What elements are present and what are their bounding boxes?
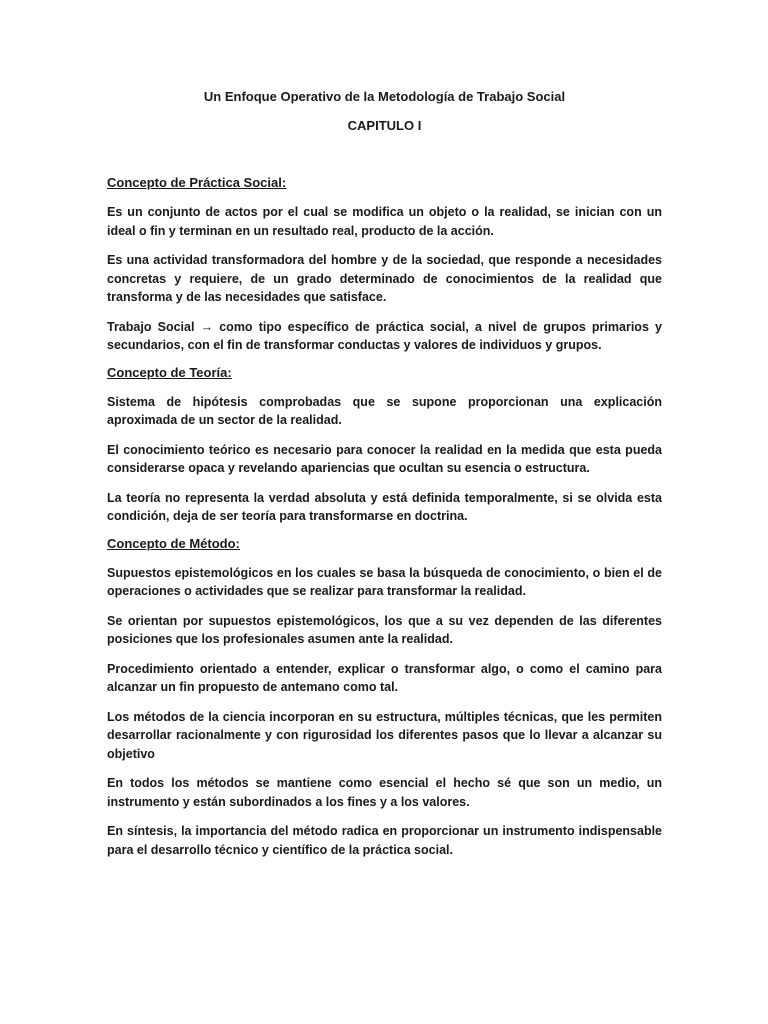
paragraph: Procedimiento orientado a entender, explicar o transformar algo, o como el camino para alcanzar un fin propuesto de antemano como tal.: [107, 661, 662, 694]
section-heading-teoria: Concepto de Teoría:: [107, 364, 232, 380]
paragraph: Se orientan por supuestos epistemológicos, los que a su vez dependen de las diferentes posiciones que los profesionales asumen ante la realidad.: [107, 613, 662, 646]
document-page: [107, 88, 662, 859]
paragraph: La teoría no representa la verdad absoluta y está definida temporalmente, si se olvida esta condición, deja de ser teoría para transformarse en doctrina.: [107, 490, 662, 523]
section-heading-practica-social: Concepto de Práctica Social:: [107, 175, 287, 190]
paragraph: Trabajo Social → como tipo específico de práctica social, a nivel de grupos primarios y secundarios, con el fin de transformar conductas y valores de individuos y grupos.: [107, 319, 662, 352]
section-heading-metodo: Concepto de Método:: [107, 535, 240, 551]
chapter-heading: CAPITULO I: [347, 118, 422, 133]
paragraph: Es un conjunto de actos por el cual se modifica un objeto o la realidad, se inician con un ideal o fin y terminan en un resultado real, producto de la acción.: [107, 205, 662, 238]
paragraph: En síntesis, la importancia del método radica en proporcionar un instrumento indispensable para el desarrollo técnico y científico de la práctica social.: [107, 824, 662, 857]
paragraph: El conocimiento teórico es necesario para conocer la realidad en la medida que esta pueda considerarse opaca y revelando apariencias que ocultan su esencia o estructura.: [107, 442, 662, 475]
document-title: Un Enfoque Operativo de la Metodología de Trabajo Social: [203, 89, 566, 104]
paragraph: Supuestos epistemológicos en los cuales se basa la búsqueda de conocimiento, o bien el de operaciones o actividades que se realizar para transformar la realidad.: [107, 565, 662, 598]
paragraph: En todos los métodos se mantiene como esencial el hecho sé que son un medio, un instrumento y están subordinados a los fines y a los valores.: [107, 776, 662, 809]
paragraph: Sistema de hipótesis comprobadas que se supone proporcionan una explicación aproximada de un sector de la realidad.: [107, 394, 662, 427]
paragraph: Es una actividad transformadora del hombre y de la sociedad, que responde a necesidades concretas y requiere, de un grado determinado de conocimientos de la realidad que transforma y de las necesidades que satisface.: [107, 253, 662, 304]
paragraph: Los métodos de la ciencia incorporan en su estructura, múltiples técnicas, que les permiten desarrollar racionalmente y con rigurosidad los diferentes pasos que lo llevar a alcanzar su objetivo: [107, 709, 662, 761]
